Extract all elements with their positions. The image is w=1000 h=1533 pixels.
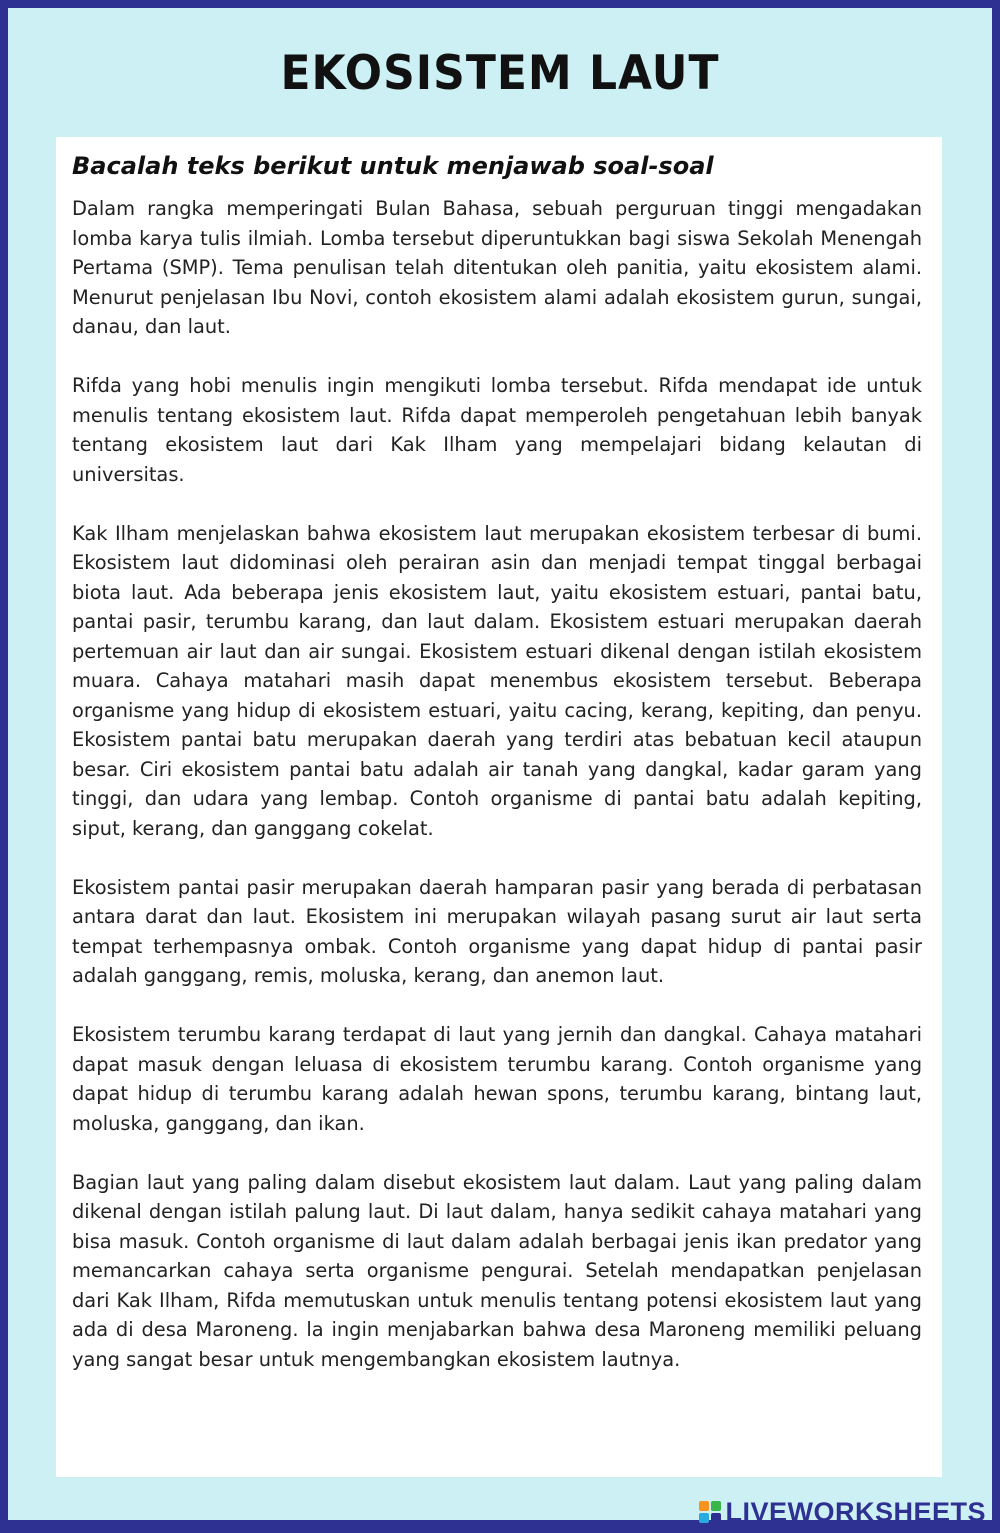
paragraph: Bagian laut yang paling dalam disebut ekosistem laut dalam. Laut yang paling dalam dikenal dengan istilah palung laut. Di laut dalam, hanya sedikit cahaya matahari yang bisa masuk. Contoh organisme di laut dalam adalah berbagai jenis ikan predator yang memancarkan cahaya serta organisme pengurai. Setelah mendapatkan penjelasan dari Kak Ilham, Rifda memutuskan untuk menulis tentang potensi ekosistem laut yang ada di desa Maroneng. la ingin menjabarkan bahwa desa Maroneng memiliki peluang yang sangat besar untuk mengembangkan ekosistem lautnya. <box>72 1170 922 1371</box>
instruction-heading: Bacalah teks berikut untuk menjawab soal-soal <box>72 152 714 180</box>
brand-name: LIVEWORKSHEETS <box>725 1497 986 1527</box>
paragraph: Kak Ilham menjelaskan bahwa ekosistem laut merupakan ekosistem terbesar di bumi. Ekosistem laut didominasi oleh perairan asin dan menjadi tempat tinggal berbagai biota laut. Ada beberapa jenis ekosistem laut, yaitu ekosistem estuari, pantai batu, pantai pasir, terumbu karang, dan laut dalam. Ekosistem estuari merupakan daerah pertemuan air laut dan air sungai. Ekosistem estuari dikenal dengan istilah ekosistem muara. Cahaya matahari masih dapat menembus ekosistem tersebut. Beberapa organisme yang hidup di ekosistem estuari, yaitu cacing, kerang, kepiting, dan penyu. Ekosistem pantai batu merupakan daerah yang terdiri atas bebatuan kecil ataupun besar. Ciri ekosistem pantai batu adalah air tanah yang dangkal, kadar garam yang tinggi, dan udara yang lembap. Contoh organisme di pantai batu adalah kepiting, siput, kerang, dan ganggang cokelat. <box>72 521 922 840</box>
page-title: EKOSISTEM LAUT <box>280 45 720 101</box>
paragraph: Ekosistem terumbu karang terdapat di laut yang jernih dan dangkal. Cahaya matahari dapat masuk dengan leluasa di ekosistem terumbu karang. Contoh organisme yang dapat hidup di terumbu karang adalah hewan spons, terumbu karang, bintang laut, moluska, ganggang, dan ikan. <box>72 1023 922 1135</box>
paragraph: Dalam rangka memperingati Bulan Bahasa, sebuah perguruan tinggi mengadakan lomba karya tulis ilmiah. Lomba tersebut diperuntukkan bagi siswa Sekolah Menengah Pertama (SMP). Tema penulisan telah ditentukan oleh panitia, yaitu ekosistem alami. Menurut penjelasan Ibu Novi, contoh ekosistem alami adalah ekosistem gurun, sungai, danau, dan laut. <box>72 197 922 338</box>
paragraph: Rifda yang hobi menulis ingin mengikuti lomba tersebut. Rifda mendapat ide untuk menulis tentang ekosistem laut. Rifda dapat memperoleh pengetahuan lebih banyak tentang ekosistem laut dari Kak Ilham yang mempelajari bidang kelautan di universitas. <box>72 374 922 486</box>
logo-square <box>699 1501 709 1511</box>
reading-passage <box>72 194 922 1404</box>
logo-square <box>711 1513 721 1523</box>
liveworksheets-logo-icon <box>699 1501 721 1523</box>
paragraph: Ekosistem pantai pasir merupakan daerah hamparan pasir yang berada di perbatasan antara darat dan laut. Ekosistem ini merupakan wilayah pasang surut air laut serta tempat terhempasnya ombak. Contoh organisme yang dapat hidup di pantai pasir adalah ganggang, remis, moluska, kerang, dan anemon laut. <box>72 875 922 987</box>
logo-square <box>711 1501 721 1511</box>
liveworksheets-brand[interactable] <box>699 1497 986 1527</box>
logo-square <box>699 1513 709 1523</box>
